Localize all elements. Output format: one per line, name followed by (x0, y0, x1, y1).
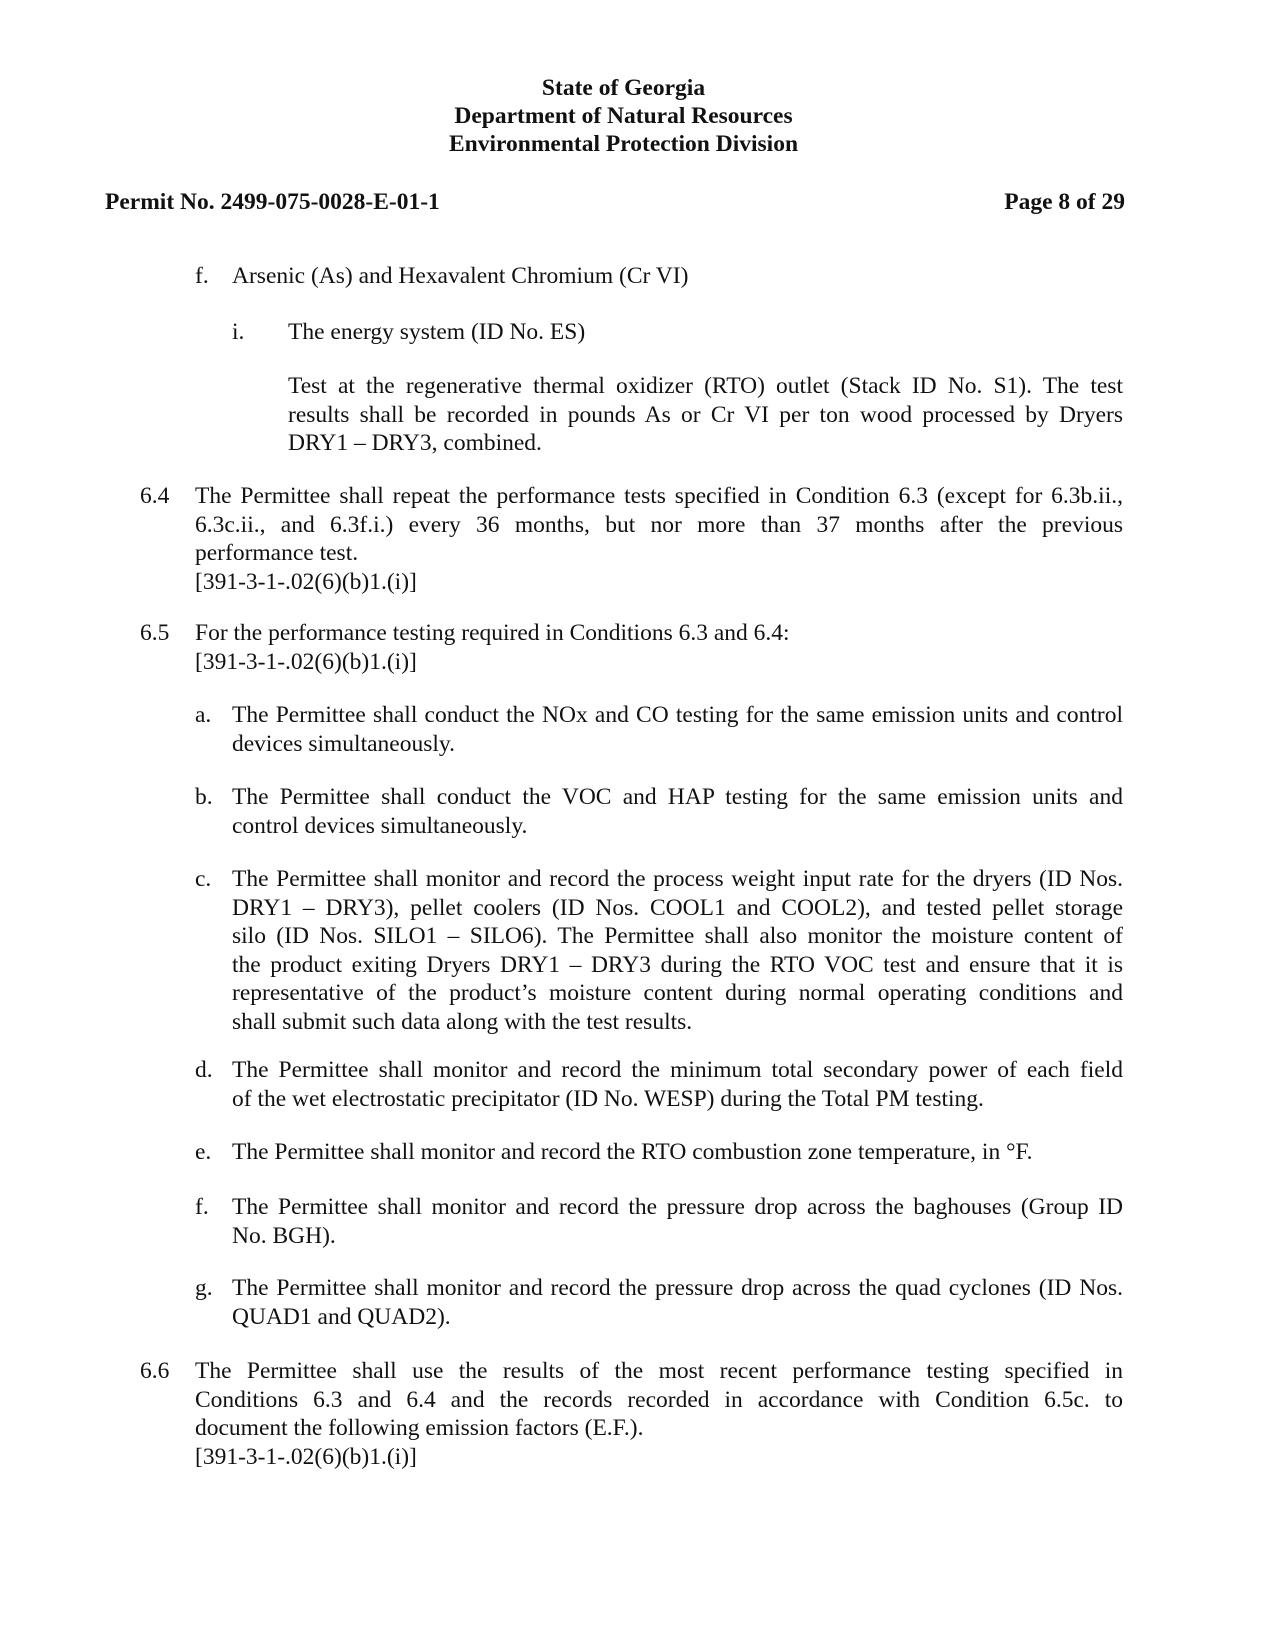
section-6-5-number: 6.5 (140, 620, 170, 646)
paragraph-line: representative of the product’s moisture content during normal operating conditions and (232, 980, 1123, 1007)
paragraph-line: The Permittee shall monitor and record the process weight input rate for the dryers (ID Nos. (232, 866, 1123, 892)
paragraph-line: 6.3c.ii., and 6.3f.i.) every 36 months, but nor more than 37 months after the previous (195, 511, 1123, 538)
document-header (0, 74, 1247, 158)
item-g-marker: g. (195, 1275, 213, 1301)
detail-line: DRY1 – DRY3, combined. (288, 430, 542, 457)
paragraph-line: devices simultaneously. (232, 730, 455, 757)
header-department: Department of Natural Resources (454, 103, 793, 129)
item-f-i-detail (288, 372, 1123, 458)
paragraph-line: Conditions 6.3 and 6.4 and the records recorded in accordance with Condition 6.5c. to (195, 1386, 1123, 1413)
item-f2-marker: f. (195, 1194, 209, 1220)
detail-line: results shall be recorded in pounds As or Cr VI per ton wood processed by Dryers (288, 401, 1123, 428)
item-f-i-text: The energy system (ID No. ES) (288, 319, 586, 345)
paragraph-line: For the performance testing required in Conditions 6.3 and 6.4: (195, 620, 790, 646)
detail-line: Test at the regenerative thermal oxidizer (RTO) outlet (Stack ID No. S1). The test (288, 373, 1123, 399)
permit-number: Permit No. 2499-075-0028-E-01-1 (105, 189, 440, 215)
page-number: Page 8 of 29 (1004, 189, 1125, 215)
citation: [391-3-1-.02(6)(b)1.(i)] (195, 648, 417, 675)
paragraph-line: QUAD1 and QUAD2). (232, 1303, 451, 1330)
item-a-body (232, 701, 1123, 758)
paragraph-line: The Permittee shall monitor and record the RTO combustion zone temperature, in °F. (232, 1139, 1033, 1165)
section-6-4-body (195, 482, 1123, 596)
item-c-body (232, 865, 1123, 1037)
item-g-body (232, 1274, 1123, 1331)
paragraph-line: control devices simultaneously. (232, 812, 528, 839)
item-a-marker: a. (195, 702, 212, 728)
paragraph-line: The Permittee shall repeat the performance tests specified in Condition 6.3 (except for 6.3b.ii., (195, 483, 1123, 509)
item-e-body (232, 1138, 1123, 1167)
item-c-marker: c. (195, 866, 212, 892)
header-division: Environmental Protection Division (448, 131, 799, 157)
citation: [391-3-1-.02(6)(b)1.(i)] (195, 1443, 417, 1470)
paragraph-line: The Permittee shall conduct the VOC and HAP testing for the same emission units and (232, 784, 1123, 810)
section-6-5-body (195, 619, 1123, 676)
section-6-4-number: 6.4 (140, 483, 170, 509)
paragraph-line: The Permittee shall monitor and record the minimum total secondary power of each field (232, 1057, 1123, 1083)
item-f-i-marker: i. (232, 319, 245, 345)
paragraph-line: the product exiting Dryers DRY1 – DRY3 during the RTO VOC test and ensure that it is (232, 951, 1123, 978)
paragraph-line: document the following emission factors (E.F.). (195, 1415, 644, 1442)
item-f-marker: f. (195, 263, 209, 289)
item-d-marker: d. (195, 1057, 213, 1083)
item-e-marker: e. (195, 1139, 212, 1165)
paragraph-line: The Permittee shall monitor and record the pressure drop across the baghouses (Group ID (232, 1194, 1123, 1220)
section-6-6-body (195, 1357, 1123, 1471)
item-b-body (232, 783, 1123, 840)
item-f-text: Arsenic (As) and Hexavalent Chromium (Cr VI) (232, 263, 689, 289)
citation: [391-3-1-.02(6)(b)1.(i)] (195, 568, 417, 595)
paragraph-line: performance test. (195, 540, 359, 567)
paragraph-line: silo (ID Nos. SILO1 – SILO6). The Permittee shall also monitor the moisture content of (232, 923, 1123, 950)
section-6-6-number: 6.6 (140, 1358, 170, 1384)
paragraph-line: No. BGH). (232, 1222, 336, 1249)
item-f2-body (232, 1193, 1123, 1250)
paragraph-line: The Permittee shall use the results of the most recent performance testing specified in (195, 1358, 1123, 1384)
paragraph-line: The Permittee shall monitor and record the pressure drop across the quad cyclones (ID Nos. (232, 1275, 1123, 1301)
item-d-body (232, 1056, 1123, 1113)
paragraph-line: shall submit such data along with the test results. (232, 1008, 693, 1035)
paragraph-line: The Permittee shall conduct the NOx and CO testing for the same emission units and control (232, 702, 1123, 728)
paragraph-line: of the wet electrostatic precipitator (ID No. WESP) during the Total PM testing. (232, 1085, 984, 1112)
paragraph-line: DRY1 – DRY3), pellet coolers (ID Nos. COOL1 and COOL2), and tested pellet storage (232, 894, 1123, 921)
header-state: State of Georgia (541, 75, 706, 101)
item-b-marker: b. (195, 784, 213, 810)
